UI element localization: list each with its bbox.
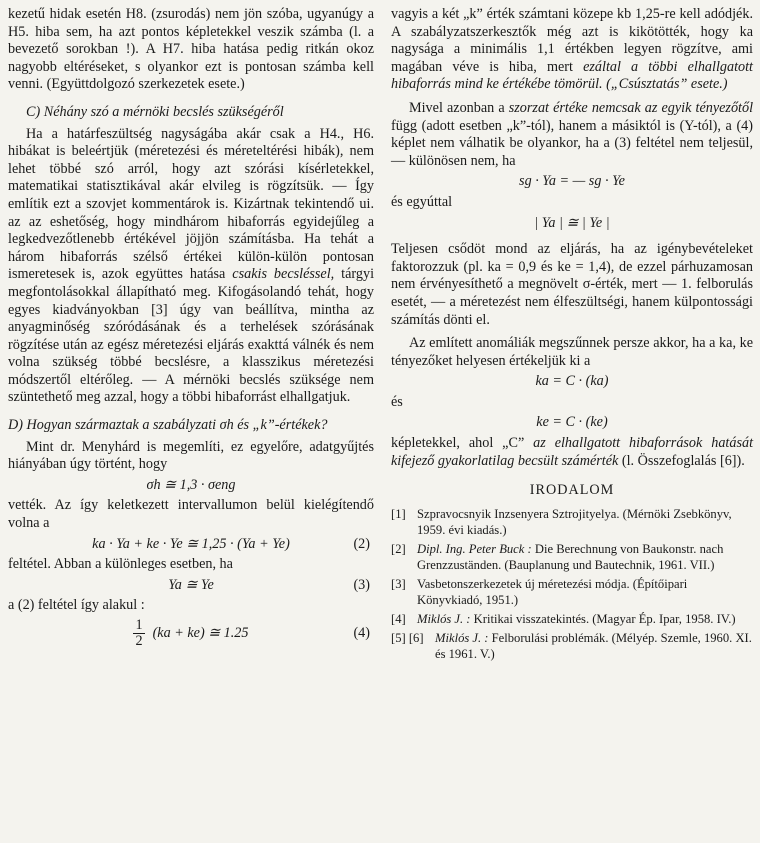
- paragraph-right-1: vagyis a két „k” érték számtani közepe kb 1,25-re kell adódjék. A szabályzatszerkesztők még azt is kikötötték, hogy ka nagysága a minimális 1,1 értékben legyen rögzítve, ami magában véve is hiba, mert ezáltal a többi elhallgatott hibaforrás mind ke értékébe tömörül. („Csúsztatás” esete.): [391, 6, 753, 93]
- and-also-text: és egyúttal: [391, 193, 453, 210]
- references-title: IRODALOM: [529, 482, 615, 499]
- paragraph-after-eq2: feltétel. Abban a különleges esetben, ha: [8, 556, 233, 573]
- equation-abs: | Ya | ≅ | Ye |: [534, 214, 610, 231]
- intro-paragraph: kezetű hidak esetén H8. (zsurodás) nem jön szóba, ugyanúgy a H5. hiba sem, ha azt pontos képletekkel veszik számba (l. a bevezető sorokban !). A H7. hiba hatása pedig ritkán okoz nagyobb eltéréseket, s olyankor ezt is pontosan számba kell venni. (Együttdolgozó szerkezetek esete.): [8, 6, 374, 93]
- fraction-one-half: $\frac{1}{2}$: [135, 617, 143, 649]
- paragraph-right-4: Az említett anomáliák megszűnnek persze akkor, ha a ka, ke tényezőket helyesen értékeljük ki a: [391, 335, 753, 369]
- paragraph-after-sigma: vették. Az így keletkezett intervallumon belül kielégítendő volna a: [8, 497, 374, 532]
- equation-sigma: σh ≅ 1,3 · σeng: [146, 476, 236, 493]
- emphasis: csakis becsléssel,: [232, 266, 335, 283]
- reference-item: [4] Miklós J. : Kritikai visszatekintés. (Magyar Ép. Ipar, 1958. IV.): [391, 611, 736, 626]
- equation-sg: sg · Ya = — sg · Ye: [519, 173, 625, 190]
- reference-item: [5] [6] Miklós J. : Felborulási problémák. (Mélyép. Szemle, 1960. XI. és 1961. V.): [391, 630, 752, 661]
- equation-ka: ka = C · (ka): [535, 373, 609, 390]
- paragraph-right-5: képletekkel, ahol „C” az elhallgatott hibaforrások hatását kifejező gyakorlatilag becsült számérték (l. Összefoglalás [6]).: [391, 435, 754, 469]
- paragraph-right-2: Mivel azonban a szorzat értéke nemcsak az egyik tényezőtől függ (adott esetben „k”-tól), hanem a másiktól is (Y-tól), a (4) képlet nem válhatik be olyankor, ha a (3) feltétel nem teljesül, — különösen nem, ha: [391, 99, 754, 169]
- right-column: [391, 6, 753, 665]
- reference-item: [3] Vasbetonszerkezetek új méretezési módja. (Építőipari Könyvkiadó, 1951.): [391, 576, 688, 607]
- section-c-heading: C) Néhány szó a mérnöki becslés szükségéről: [26, 103, 284, 120]
- section-d-heading: D) Hogyan származtak a szabályzati σh és „k”-értékek?: [8, 417, 328, 434]
- equation-number: (4): [353, 624, 370, 641]
- section-c-body: Ha a határfeszültség nagyságába akár csak a H4., H6. hibákat is beleértjük (méretezési és méreteltérési hibák), nem lehet többé szó arról, hogy azt szórási kísérletekkel, matematikai statisztikával akár elvileg is rögzítsük. — Így említik ezt a szovjet kommentárok is. Kizártnak tekintendő ui. az az eshetőség, hogy mindhárom hibaforrás egyidejűleg a legkedvezőtlenebb értékével jöjjön számításba. Ha tehát a három hibaforrás szélső értékei külön-külön pontosan ismeretesek is, azok együttes hatása csakis becsléssel, tárgyi megfontolásokkal állapítható meg. Kifogásolandó tehát, hogy egyes kiadványokban [3] úgy van beállítva, mintha az anyagminőség szóródásának és a terhelések szórásának rögzítése után az egész méretezési eljárás exakttá válnék és nem volna szükség többé becslésre, a klasszikus méretezési módszertől eltérőleg. — A mérnöki becslés szüksége nem szüntethető meg azzal, hogy a többi hibaforrást elhallgatjuk.: [8, 125, 375, 406]
- equation-4: $\frac{1}{2}$ (ka + ke) ≅ 1.25 (4): [135, 617, 370, 649]
- section-d-body: Mint dr. Menyhárd is megemlíti, ez egyelőre, adatgyűjtés hiányában úgy történt, hogy: [8, 438, 374, 473]
- equation-number: (3): [353, 576, 370, 593]
- equation-2: ka · Ya + ke · Ye ≅ 1,25 · (Ya + Ye) (2): [92, 535, 370, 552]
- reference-item: [1] Szpravocsnyik Inzsenyera Sztrojityelya. (Mérnöki Zsebkönyv, 1959. évi kiadás.): [391, 506, 732, 537]
- equation-3: Ya ≅ Ye (3): [168, 576, 370, 593]
- paragraph-after-eq3: a (2) feltétel így alakul :: [8, 597, 145, 614]
- left-column: [8, 6, 374, 652]
- references-list: [391, 506, 753, 662]
- equation-number: (2): [353, 535, 370, 552]
- paragraph-right-3: Teljesen csődöt mond az eljárás, ha az igénybevételeket faktorozzuk (pl. ka = 0,9 és ke = 1,4), de ezzel párhuzamosan nem érvényesíthető a megnövelt σ-érték, mert — 1. felborulás esetét, — a méretezést nem élfeszültségi, hanem külpontossági számítás dönti el.: [391, 241, 753, 328]
- equation-ke: ke = C · (ke): [536, 414, 608, 431]
- and-text: és: [391, 393, 403, 410]
- reference-item: [2] Dipl. Ing. Peter Buck : Die Berechnung von Baukonstr. nach Grenzzuständen. (Bauplanung und Bautechnik, 1961. VII.): [391, 541, 724, 572]
